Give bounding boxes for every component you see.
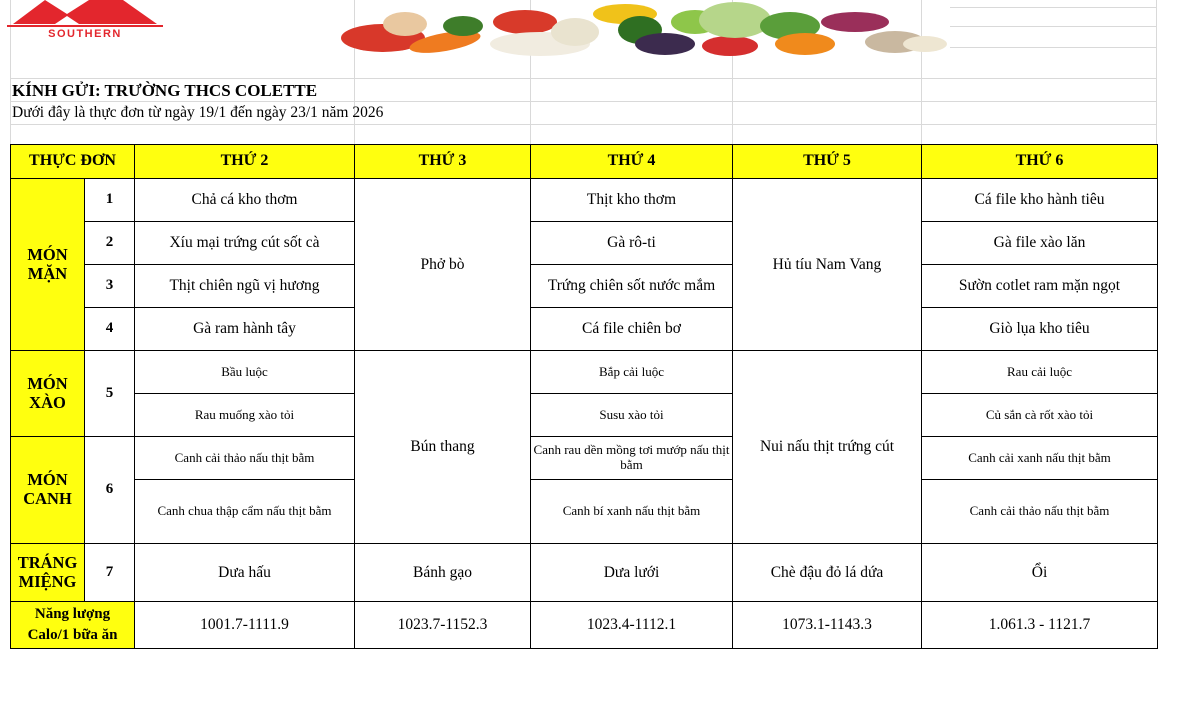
category-energy	[11, 602, 135, 649]
row-number: 3	[85, 265, 135, 308]
category-label-line: MIỆNG	[18, 571, 77, 591]
day-header-thu-3: THỨ 3	[355, 145, 531, 179]
category-mon-canh	[11, 437, 85, 544]
dish-cell: Bắp cải luộc	[531, 351, 733, 394]
day-header-thu-5: THỨ 5	[733, 145, 922, 179]
dessert-cell: Dưa hấu	[135, 544, 355, 602]
sheet-gridline	[10, 101, 1156, 102]
category-label-line: XÀO	[29, 392, 66, 412]
energy-cell: 1023.4-1112.1	[531, 602, 733, 649]
dish-cell: Canh rau dền mồng tơi mướp nấu thịt bằm	[531, 437, 733, 480]
dish-cell-thu5-side: Nui nấu thịt trứng cút	[733, 351, 922, 544]
dessert-cell: Chè đậu đỏ lá dứa	[733, 544, 922, 602]
table-row	[11, 179, 1158, 222]
row-number: 5	[85, 351, 135, 437]
table-row	[11, 437, 1158, 480]
category-trang-mieng	[11, 544, 85, 602]
sheet-gridline	[950, 7, 1156, 8]
dish-cell: Giò lụa kho tiêu	[922, 308, 1158, 351]
dish-cell: Thịt chiên ngũ vị hương	[135, 265, 355, 308]
table-row	[11, 480, 1158, 544]
table-row	[11, 308, 1158, 351]
dish-cell: Canh bí xanh nấu thịt bằm	[531, 480, 733, 544]
row-number: 6	[85, 437, 135, 544]
category-label-line: TRÁNG	[17, 552, 78, 572]
category-mon-xao	[11, 351, 85, 437]
energy-cell: 1073.1-1143.3	[733, 602, 922, 649]
sheet-gridline	[1156, 0, 1157, 145]
dish-cell: Gà ram hành tây	[135, 308, 355, 351]
dish-cell: Gà rô-ti	[531, 222, 733, 265]
dish-cell: Canh cải thảo nấu thịt bằm	[922, 480, 1158, 544]
table-row	[11, 394, 1158, 437]
dish-cell: Rau cải luộc	[922, 351, 1158, 394]
svg-text:SOUTHERN: SOUTHERN	[48, 28, 122, 40]
category-label-line: CANH	[23, 489, 72, 508]
dish-cell: Củ sắn cà rốt xào tỏi	[922, 394, 1158, 437]
sheet-gridline	[950, 47, 1156, 48]
energy-cell: 1023.7-1152.3	[355, 602, 531, 649]
addressee-line: KÍNH GỬI: TRƯỜNG THCS COLETTE	[12, 81, 318, 100]
dish-cell-thu5-main: Hủ tíu Nam Vang	[733, 179, 922, 351]
category-label-line: MÓN	[27, 244, 68, 264]
row-number: 1	[85, 179, 135, 222]
energy-cell: 1001.7-1111.9	[135, 602, 355, 649]
category-label-line: MẶN	[27, 263, 68, 283]
menu-corner-header: THỰC ĐƠN	[11, 145, 135, 179]
dessert-cell: Bánh gạo	[355, 544, 531, 602]
category-label-line: MÓN	[27, 470, 68, 490]
vegetables-banner-image	[335, 0, 950, 60]
dessert-cell: Dưa lưới	[531, 544, 733, 602]
table-row	[11, 602, 1158, 649]
table-row	[11, 265, 1158, 308]
category-label-line: Calo/1 bữa ăn	[27, 627, 118, 643]
sheet-gridline	[10, 124, 1156, 125]
row-number: 4	[85, 308, 135, 351]
dish-cell: Canh cải xanh nấu thịt bằm	[922, 437, 1158, 480]
day-header-thu-6: THỨ 6	[922, 145, 1158, 179]
weekly-menu-table	[10, 144, 1158, 649]
dish-cell: Bầu luộc	[135, 351, 355, 394]
category-label-line: Năng lượng	[34, 606, 111, 622]
dish-cell: Susu xào tỏi	[531, 394, 733, 437]
dish-cell: Chả cá kho thơm	[135, 179, 355, 222]
dish-cell-thu3-side: Bún thang	[355, 351, 531, 544]
day-header-thu-4: THỨ 4	[531, 145, 733, 179]
dish-cell-thu3-main: Phở bò	[355, 179, 531, 351]
dessert-cell: Ổi	[922, 544, 1158, 602]
dish-cell: Cá file kho hành tiêu	[922, 179, 1158, 222]
dish-cell: Trứng chiên sốt nước mắm	[531, 265, 733, 308]
category-mon-man	[11, 179, 85, 351]
day-header-thu-2: THỨ 2	[135, 145, 355, 179]
table-row	[11, 351, 1158, 394]
dish-cell: Rau muống xào tỏi	[135, 394, 355, 437]
energy-cell: 1.061.3 - 1121.7	[922, 602, 1158, 649]
table-row	[11, 222, 1158, 265]
sheet-gridline	[10, 78, 1156, 79]
dish-cell: Gà file xào lăn	[922, 222, 1158, 265]
row-number: 2	[85, 222, 135, 265]
dish-cell: Canh cải thảo nấu thịt bằm	[135, 437, 355, 480]
dish-cell: Sườn cotlet ram mặn ngọt	[922, 265, 1158, 308]
table-row	[11, 544, 1158, 602]
company-logo	[5, 0, 165, 40]
table-header-row	[11, 145, 1158, 179]
dish-cell: Cá file chiên bơ	[531, 308, 733, 351]
sheet-gridline	[950, 26, 1156, 27]
dish-cell: Canh chua thập cẩm nấu thịt bằm	[135, 480, 355, 544]
menu-intro-line: Dưới đây là thực đơn từ ngày 19/1 đến ngày 23/1 năm 2026	[12, 104, 384, 121]
dish-cell: Xíu mại trứng cút sốt cà	[135, 222, 355, 265]
row-number: 7	[85, 544, 135, 602]
category-label-line: MÓN	[27, 373, 68, 393]
dish-cell: Thịt kho thơm	[531, 179, 733, 222]
